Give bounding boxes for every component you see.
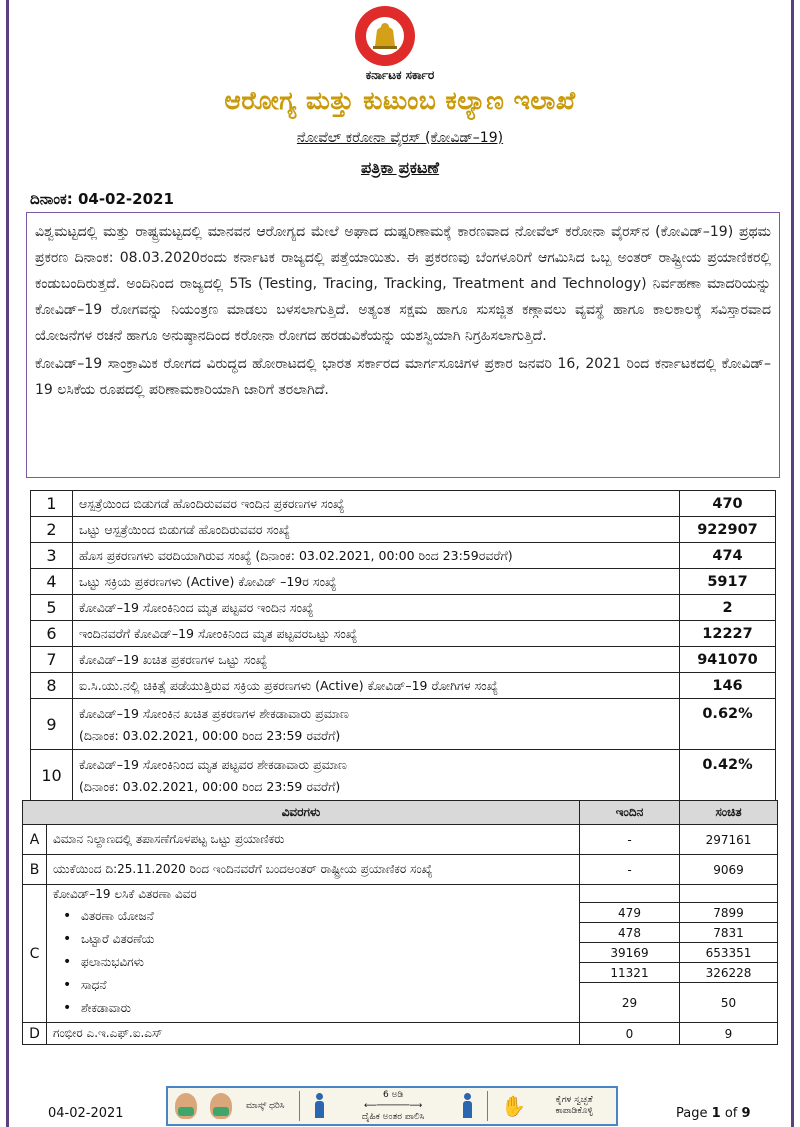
banner-distance-text: ದೈಹಿಕ ಅಂತರ ಪಾಲಿಸಿ [361, 1111, 425, 1122]
row-cumulative: 7831 [680, 923, 778, 943]
vaccine-details [47, 885, 580, 1023]
page-number [676, 1106, 751, 1121]
row-value: 0.42% [680, 750, 776, 801]
table-row [31, 621, 776, 647]
banner-mask-text: ಮಾಸ್ಕ್ ಧರಿಸಿ [245, 1100, 285, 1111]
row-value: 941070 [680, 647, 776, 673]
banner-distance-value: 6 ಅಡಿ [383, 1089, 404, 1100]
row-description: ಇಂದಿನವರೆಗೆ ಕೋವಿಡ್–19 ಸೋಂಕಿನಿಂದ ಮೃತ ಪಟ್ಟವರಒಟ್ಟು ಸಂಖ್ಯೆ [73, 621, 680, 647]
row-letter: D [23, 1023, 47, 1045]
table-row [31, 750, 776, 801]
banner-divider [487, 1091, 488, 1121]
government-name: ಕರ್ನಾಟಕ ಸರ್ಕಾರ [365, 68, 435, 82]
masked-face-icon [175, 1093, 197, 1119]
row-cumulative: 326228 [680, 963, 778, 983]
intro-paragraph-2: ಕೋವಿಡ್–19 ಸಾಂಕ್ರಾಮಿಕ ರೋಗದ ವಿರುದ್ಧದ ಹೋರಾಟದಲ್ಲಿ ಭಾರತ ಸರ್ಕಾರದ ಮಾರ್ಗಸೂಚಿಗಳ ಪ್ರಕಾರ ಜನವರಿ 16, 2021 ರಿಂದ ಕರ್ನಾಟಕದಲ್ಲಿ ಕೋವಿಡ್–19 ಲಸಿಕೆಯ ರೂಪದಲ್ಲಿ ಪರಿಣಾಮಕಾರಿಯಾಗಿ ಜಾರಿಗೆ ತರಲಾಗಿದೆ. [35, 356, 771, 398]
row-description-date: (ದಿನಾಂಕ: 03.02.2021, 00:00 ರಿಂದ 23:59 ರವರೆಗೆ) [79, 779, 341, 794]
table-row [23, 825, 778, 855]
empty-cell [580, 885, 680, 903]
row-number: 4 [31, 569, 73, 595]
page-total: 9 [741, 1106, 751, 1121]
row-value: 2 [680, 595, 776, 621]
person-icon [313, 1093, 325, 1119]
table-row [31, 699, 776, 750]
row-number: 2 [31, 517, 73, 543]
empty-cell [680, 885, 778, 903]
row-value: 5917 [680, 569, 776, 595]
table-row [23, 855, 778, 885]
row-description-main: ಕೋವಿಡ್–19 ಸೋಂಕಿನಿಂದ ಮೃತ ಪಟ್ಟವರ ಶೇಕಡಾವಾರು ಪ್ರಮಾಣ [79, 757, 347, 772]
row-description: ಐ.ಸಿ.ಯು.ನಲ್ಲಿ ಚಿಕಿತ್ಸೆ ಪಡೆಯುತ್ತಿರುವ ಸಕ್ರಿಯ ಪ್ರಕರಣಗಳು (Active) ಕೋವಿಡ್–19 ರೋಗಿಗಳ ಸಂಖ್ಯೆ [73, 673, 680, 699]
row-description: ಕೋವಿಡ್–19 ಖಚಿತ ಪ್ರಕರಣಗಳ ಒಟ್ಟು ಸಂಖ್ಯೆ [73, 647, 680, 673]
row-today: - [580, 825, 680, 855]
row-value: 922907 [680, 517, 776, 543]
table-row [31, 543, 776, 569]
table-row [31, 517, 776, 543]
row-value: 146 [680, 673, 776, 699]
row-today: 29 [580, 983, 680, 1023]
row-description: ಕೋವಿಡ್–19 ಸೋಂಕಿನಿಂದ ಮೃತ ಪಟ್ಟವರ ಇಂದಿನ ಸಂಖ್ಯೆ [73, 595, 680, 621]
list-item: • ವಿತರಣಾ ಯೋಜನೆ [53, 905, 573, 928]
banner-divider [299, 1091, 300, 1121]
row-today: - [580, 855, 680, 885]
header-details: ವಿವರಗಳು [23, 801, 580, 825]
subject-line [0, 130, 800, 146]
vaccine-title: ಕೋವಿಡ್–19 ಲಸಿಕೆ ವಿತರಣಾ ವಿವರ [53, 887, 197, 901]
row-description: ಆಸ್ಪತ್ರೆಯಿಂದ ಬಿಡುಗಡೆ ಹೊಂದಿರುವವರ ಇಂದಿನ ಪ್ರಕರಣಗಳ ಸಂಖ್ಯೆ [73, 491, 680, 517]
table-row [31, 647, 776, 673]
covid-stats-table [30, 490, 776, 801]
row-letter: B [23, 855, 47, 885]
row-number: 5 [31, 595, 73, 621]
page-of: of [724, 1106, 738, 1121]
press-release-text: ಪತ್ರಿಕಾ ಪ್ರಕಟಣೆ [360, 158, 440, 177]
row-cumulative: 9069 [680, 855, 778, 885]
row-number: 9 [31, 699, 73, 750]
document-date: ದಿನಾಂಕ: 04-02-2021 [30, 190, 174, 208]
table-header-row [23, 801, 778, 825]
intro-paragraph-1: ವಿಶ್ವಮಟ್ಟದಲ್ಲಿ ಮತ್ತು ರಾಷ್ಟ್ರಮಟ್ಟದಲ್ಲಿ ಮಾನವನ ಆರೋಗ್ಯದ ಮೇಲೆ ಅಘಾದ ದುಷ್ಪರಿಣಾಮಕ್ಕೆ ಕಾರಣವಾದ ನೋವೆಲ್ ಕರೋನಾ ವೈರಸ್‌ನ (ಕೋವಿಡ್–19) ಪ್ರಥಮ ಪ್ರಕರಣ ದಿನಾಂಕ: 08.03.2020ರಂದು ಕರ್ನಾಟಕ ರಾಜ್ಯದಲ್ಲಿ ಪತ್ತೆಯಾಯಿತು. ಈ ಪ್ರಕರಣವು ಬೆಂಗಳೂರಿಗೆ ಆಗಮಿಸಿದ ಒಬ್ಬ ಅಂತರ್ ರಾಷ್ಟ್ರೀಯ ಪ್ರಯಾಣಿಕರಲ್ಲಿ ಕಂಡುಬಂದಿರುತ್ತದೆ. ಅಂದಿನಿಂದ ರಾಜ್ಯದಲ್ಲಿ 5Ts (Testing, Tracing, Tracking, Treatment and Technology) ನಿರ್ವಹಣಾ ಮಾದರಿಯನ್ನು ಕೋವಿಡ್–19 ರೋಗವನ್ನು ನಿಯಂತ್ರಣ ಮಾಡಲು ಬಳಸಲಾಗುತ್ತಿದೆ. ಅತ್ಯಂತ ಸಕ್ಷಮ ಹಾಗೂ ಸುಸಜ್ಜಿತ ಕಣ್ಗಾವಲು ವ್ಯವಸ್ಥೆ ಹಾಗೂ ಕಾಲಕಾಲಕ್ಕೆ ಸವಿಸ್ತಾರವಾದ ಯೋಜನೆಗಳ ರಚನೆ ಹಾಗೂ ಅನುಷ್ಠಾನದಿಂದ ಕರೋನಾ ರೋಗದ ಹರಡುವಿಕೆಯನ್ನು ಯಶಸ್ವಿಯಾಗಿ ನಿಗ್ರಹಿಸಲಾಗುತ್ತಿದೆ. [35, 224, 771, 344]
row-letter: A [23, 825, 47, 855]
row-number: 8 [31, 673, 73, 699]
table-row [23, 1023, 778, 1045]
row-value: 470 [680, 491, 776, 517]
list-item: • ಶೇಕಡಾವಾರು [53, 997, 573, 1020]
row-cumulative: 653351 [680, 943, 778, 963]
row-cumulative: 9 [680, 1023, 778, 1045]
travel-vaccine-table [22, 800, 778, 1045]
row-today: 11321 [580, 963, 680, 983]
banner-arrow-icon: ⟵──────⟶ [363, 1100, 423, 1111]
press-release-heading [0, 158, 800, 178]
row-description: ಯುಕೆಯಿಂದ ದಿ:25.11.2020 ರಿಂದ ಇಂದಿನವರೆಗೆ ಬಂದಅಂತರ್ ರಾಷ್ಟ್ರೀಯ ಪ್ರಯಾಣಿಕರ ಸಂಖ್ಯೆ [47, 855, 580, 885]
row-number: 7 [31, 647, 73, 673]
masked-face-icon [210, 1093, 232, 1119]
row-value: 12227 [680, 621, 776, 647]
row-description: ಹೊಸ ಪ್ರಕರಣಗಳು ವರದಿಯಾಗಿರುವ ಸಂಖ್ಯೆ (ದಿನಾಂಕ: 03.02.2021, 00:00 ರಿಂದ 23:59ರವರೆಗೆ) [73, 543, 680, 569]
list-item: • ಒಟ್ಟಾರೆ ವಿತರಣೆಯ [53, 928, 573, 951]
table-row [31, 673, 776, 699]
row-description [73, 699, 680, 750]
row-description [73, 750, 680, 801]
row-today: 0 [580, 1023, 680, 1045]
subject-text: ನೋವೆಲ್ ಕರೋನಾ ವೈರಸ್ (ಕೋವಿಡ್–19) [296, 130, 504, 146]
row-cumulative: 7899 [680, 903, 778, 923]
person-icon [461, 1093, 473, 1119]
row-number: 6 [31, 621, 73, 647]
header-today: ಇಂದಿನ [580, 801, 680, 825]
list-item: • ಸಾಧನೆ [53, 974, 573, 997]
row-today: 39169 [580, 943, 680, 963]
row-today: 479 [580, 903, 680, 923]
row-cumulative: 297161 [680, 825, 778, 855]
row-description: ಒಟ್ಟು ಸಕ್ರಿಯ ಪ್ರಕರಣಗಳು (Active) ಕೋವಿಡ್ –19ರ ಸಂಖ್ಯೆ [73, 569, 680, 595]
page-label: Page [676, 1106, 708, 1121]
list-item: • ಫಲಾನುಭವಿಗಳು [53, 951, 573, 974]
table-row [31, 569, 776, 595]
department-title: ಆರೋಗ್ಯ ಮತ್ತು ಕುಟುಂಬ ಕಲ್ಯಾಣ ಇಲಾಖೆ [224, 86, 576, 115]
row-number: 3 [31, 543, 73, 569]
row-letter: C [23, 885, 47, 1023]
header-cumulative: ಸಂಚಿತ [680, 801, 778, 825]
row-description: ಗಂಭೀರ ಎ.ಇ.ಎಫ್.ಐ.ಎಸ್ [47, 1023, 580, 1045]
banner-hands-text: ಕೈಗಳ ಸ್ವಚ್ಛತೆ ಕಾಪಾಡಿಕೊಳ್ಳಿ [555, 1095, 593, 1116]
banner-distance [338, 1090, 448, 1123]
row-today: 478 [580, 923, 680, 943]
table-row [31, 491, 776, 517]
page-current: 1 [711, 1106, 721, 1121]
vaccine-item-list [53, 905, 573, 1020]
row-cumulative: 50 [680, 983, 778, 1023]
table-row [23, 885, 778, 903]
row-value: 0.62% [680, 699, 776, 750]
row-number: 1 [31, 491, 73, 517]
table-row [31, 595, 776, 621]
row-number: 10 [31, 750, 73, 801]
row-description: ಒಟ್ಟು ಆಸ್ಪತ್ರೆಯಿಂದ ಬಿಡುಗಡೆ ಹೊಂದಿರುವವರ ಸಂಖ್ಯೆ [73, 517, 680, 543]
hand-wash-icon: ✋ [501, 1094, 526, 1118]
row-description-main: ಕೋವಿಡ್–19 ಸೋಂಕಿನ ಖಚಿತ ಪ್ರಕರಣಗಳ ಶೇಕಡಾವಾರು ಪ್ರಮಾಣ [79, 706, 349, 721]
safety-banner [166, 1086, 618, 1126]
row-description-date: (ದಿನಾಂಕ: 03.02.2021, 00:00 ರಿಂದ 23:59 ರವರೆಗೆ) [79, 728, 341, 743]
intro-box [26, 212, 780, 478]
government-emblem-icon [342, 4, 428, 68]
row-description: ವಿಮಾನ ನಿಲ್ದಾಣದಲ್ಲಿ ತಪಾಸಣೆಗೊಳಪಟ್ಟ ಒಟ್ಟು ಪ್ರಯಾಣಿಕರು [47, 825, 580, 855]
footer-date: 04-02-2021 [48, 1106, 124, 1121]
row-value: 474 [680, 543, 776, 569]
